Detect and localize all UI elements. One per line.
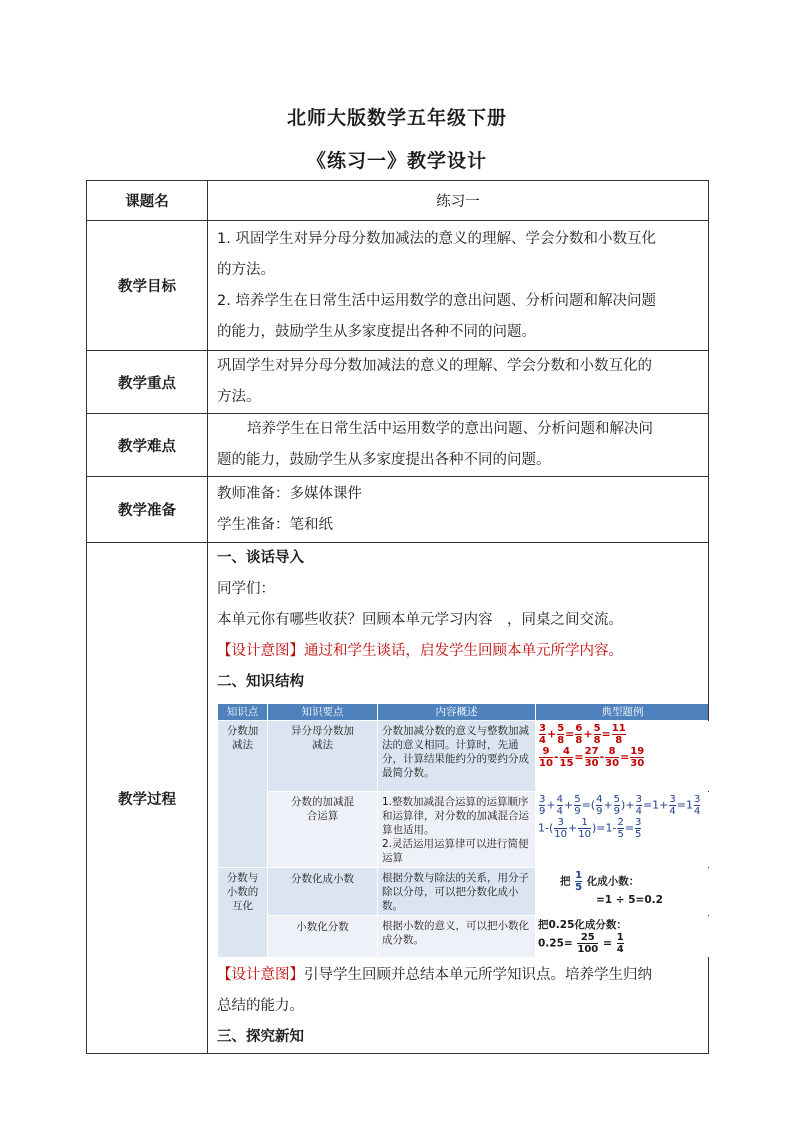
math-fraction: $\frac{3}{9}$ <box>539 794 546 817</box>
intent-tag: 【设计意图】 <box>217 643 304 659</box>
math-fraction: $\frac{3}{4}$ <box>669 794 676 817</box>
document-subtitle: 《练习一》教学设计 <box>306 150 487 172</box>
section-heading-1: 一、谈话导入 <box>217 550 304 566</box>
kt-header: 知识要点 <box>268 704 378 721</box>
math-operator: =1+ <box>642 798 669 812</box>
math-fraction: $\frac{5}{8}$ <box>593 723 601 746</box>
prep-student: 学生准备：笔和纸 <box>217 516 333 533</box>
math-operator: + <box>583 727 593 741</box>
greeting-text: 同学们： <box>217 581 275 597</box>
kt-example <box>536 916 710 958</box>
difficulty-line: 培养学生在日常生活中运用数学的意出问题、分析问题和解决问 <box>247 421 653 437</box>
goals-line: 2. 培养学生在日常生活中运用数学的意出问题、分析问题和解决问题 <box>217 292 656 309</box>
math-operator: =1 <box>676 798 693 812</box>
math-operator: + <box>568 821 578 835</box>
math-fraction: $\frac{4}{9}$ <box>596 794 603 817</box>
kt-header: 内容概述 <box>378 704 536 721</box>
math-operator: + <box>603 798 613 812</box>
math-operator: ) <box>591 821 597 835</box>
difficulty-label: 教学难点 <box>87 414 208 477</box>
ex5-pre: 把 <box>560 875 571 888</box>
math-fraction: $\frac{9}{10}$ <box>539 746 553 769</box>
math-fraction: $\frac{11}{8}$ <box>611 723 626 746</box>
process-value <box>208 543 709 1054</box>
math-fraction: $\frac{3}{10}$ <box>554 817 567 840</box>
prep-teacher: 教师准备：多媒体课件 <box>217 485 362 502</box>
math-operator: - <box>553 750 559 764</box>
prep-value <box>208 477 709 543</box>
kt-group-fraction-ops: 分数加减法 <box>218 721 268 868</box>
lesson-plan-table <box>86 180 709 1054</box>
kt-point: 分数的加减混合运算 <box>268 792 378 868</box>
math-operator: + <box>563 798 574 812</box>
math-operator: ( <box>548 821 554 835</box>
kt-example <box>536 868 710 916</box>
kt-point: 异分母分数加减法 <box>268 721 378 792</box>
section-heading-2: 二、知识结构 <box>217 674 304 690</box>
design-intent-1 <box>217 636 702 667</box>
math-example: 0.25= $\frac{25}{100}$ = $\frac{1}{4}$ <box>538 932 624 955</box>
goals-line: 1. 巩固学生对异分母分数加减法的意义的理解、学会分数和小数互化 <box>217 230 656 247</box>
math-operator: 1- <box>538 821 549 835</box>
kt-point: 分数化成小数 <box>268 868 378 916</box>
kt-desc: 分数加减分数的意义与整数加减法的意义相同。计算时，先通分，计算结果能约分的要约分成最简分数。 <box>378 721 536 792</box>
difficulty-line: 题的能力，鼓励学生从多家度提出各种不同的问题。 <box>217 452 551 468</box>
knowledge-structure-table <box>217 703 710 958</box>
kt-desc: 根据小数的意义，可以把小数化成分数。 <box>378 916 536 958</box>
kt-group-conversion: 分数与小数的互化 <box>218 868 268 958</box>
difficulty-value <box>208 414 709 477</box>
design-intent-2 <box>217 960 702 991</box>
process-label: 教学过程 <box>87 543 208 1054</box>
math-fraction: $\frac{3}{4}$ <box>539 723 546 746</box>
math-fraction: $\frac{25}{100}$ <box>577 932 599 955</box>
kt-header: 典型题例 <box>536 704 710 721</box>
math-fraction: $\frac{4}{15}$ <box>559 746 574 769</box>
math-fraction: $\frac{1}{4}$ <box>616 932 624 955</box>
ex6-lhs: 0.25= <box>538 937 573 950</box>
math-fraction: $\frac{3}{4}$ <box>635 794 642 817</box>
kt-desc-2: 2.灵活运用运算律可以进行简便运算 <box>382 838 529 864</box>
goals-line: 的方法。 <box>217 261 275 278</box>
math-operator: + <box>546 727 557 741</box>
math-example <box>538 723 707 746</box>
kt-example <box>536 792 710 868</box>
math-operator: = <box>620 750 630 764</box>
math-fraction: $\frac{1}{5}$ <box>575 870 583 893</box>
math-operator: = <box>574 750 584 764</box>
math-fraction: $\frac{3}{4}$ <box>693 794 701 817</box>
kt-desc: 根据分数与除法的关系，用分子除以分母，可以把分数化成小数。 <box>378 868 536 916</box>
math-fraction: $\frac{5}{8}$ <box>557 723 565 746</box>
math-example <box>538 746 707 769</box>
intent-tag: 【设计意图】 <box>217 967 304 983</box>
math-fraction: $\frac{2}{5}$ <box>617 817 624 840</box>
math-fraction: $\frac{8}{30}$ <box>605 746 620 769</box>
math-fraction: $\frac{1}{10}$ <box>578 817 591 840</box>
kt-desc-1: 1.整数加减混合运算的运算顺序和运算律，对分数的加减混合运算也适用。 <box>382 796 529 836</box>
key-value <box>208 351 709 414</box>
kt-example <box>536 721 710 792</box>
ex5-post: 化成小数： <box>586 875 640 888</box>
ex5-result: =1 ÷ 5=0.2 <box>596 894 663 906</box>
intent-text: 通过和学生谈话，启发学生回顾本单元所学内容。 <box>304 643 623 659</box>
kt-header: 知识点 <box>218 704 268 721</box>
math-fraction: $\frac{4}{4}$ <box>556 794 563 817</box>
goals-label: 教学目标 <box>87 221 208 351</box>
math-operator: = <box>581 798 591 812</box>
math-example <box>538 794 707 817</box>
math-operator: =1- <box>596 821 617 835</box>
topic-label: 课题名 <box>87 181 208 221</box>
math-operator: + <box>546 798 556 812</box>
math-operator: - <box>599 750 605 764</box>
intent-text: 引导学生回顾并总结本单元所学知识点。培养学生归纳 <box>304 967 652 983</box>
math-operator: = <box>601 727 611 741</box>
math-operator: = <box>565 727 575 741</box>
kt-desc <box>378 792 536 868</box>
document-title: 北师大版数学五年级下册 <box>286 107 507 129</box>
math-operator: + <box>625 798 635 812</box>
math-fraction: $\frac{5}{9}$ <box>574 794 581 817</box>
math-operator: = <box>624 821 635 835</box>
key-label: 教学重点 <box>87 351 208 414</box>
kt-point: 小数化分数 <box>268 916 378 958</box>
math-operator: ) <box>621 798 626 812</box>
math-fraction: $\frac{6}{8}$ <box>575 723 583 746</box>
math-example <box>538 817 707 840</box>
math-fraction: $\frac{19}{30}$ <box>630 746 645 769</box>
math-operator: ( <box>590 798 596 812</box>
question-text: 本单元你有哪些收获？回顾本单元学习内容 ，同桌之间交流。 <box>217 612 623 628</box>
design-intent-2-cont: 总结的能力。 <box>217 998 304 1014</box>
prep-label: 教学准备 <box>87 477 208 543</box>
section-heading-3: 三、探究新知 <box>217 1029 304 1045</box>
ex6-pre: 把0.25化成分数： <box>538 919 627 931</box>
math-fraction: $\frac{27}{30}$ <box>584 746 599 769</box>
math-example <box>538 870 707 893</box>
goals-line: 的能力，鼓励学生从多家度提出各种不同的问题。 <box>217 323 536 340</box>
math-fraction: $\frac{3}{5}$ <box>635 817 642 840</box>
math-fraction: $\frac{5}{9}$ <box>613 794 621 817</box>
key-line: 巩固学生对异分母分数加减法的意义的理解、学会分数和小数互化的 <box>217 358 652 374</box>
topic-value: 练习一 <box>208 181 709 221</box>
key-line: 方法。 <box>217 389 261 405</box>
goals-value <box>208 221 709 351</box>
